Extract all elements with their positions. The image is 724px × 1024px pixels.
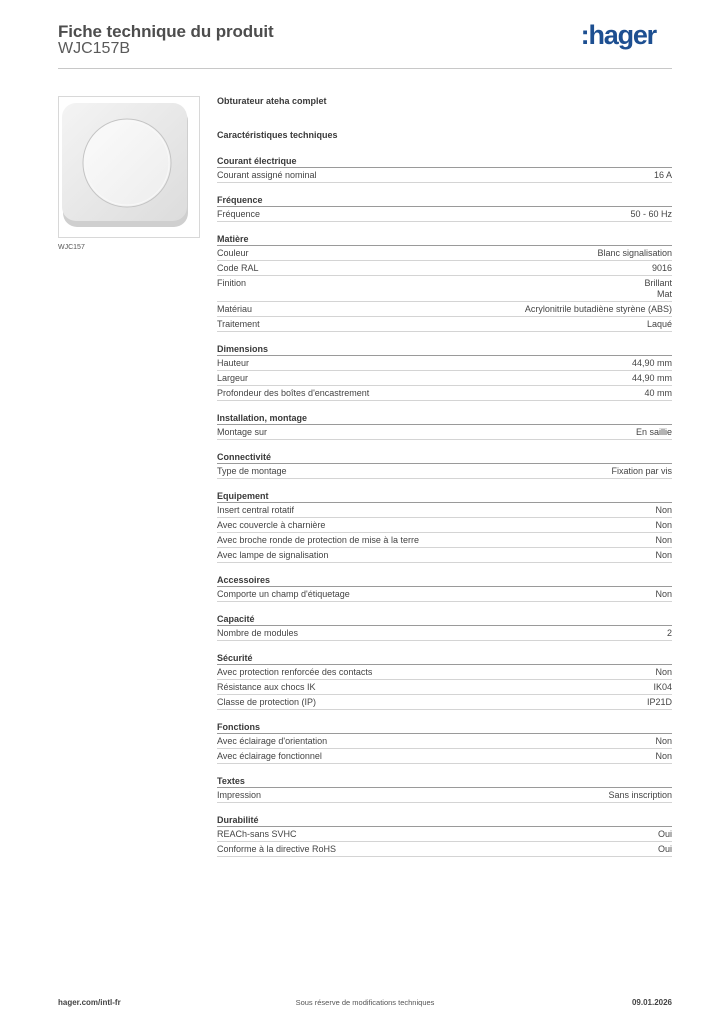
- spec-section: [217, 815, 672, 857]
- hager-logo: [581, 20, 656, 51]
- spec-row: [217, 695, 672, 710]
- spec-row: [217, 276, 672, 302]
- spec-value-line: Non: [655, 589, 672, 599]
- spec-value: [630, 209, 672, 220]
- section-title: Matière: [217, 234, 672, 246]
- spec-value: [654, 170, 672, 181]
- spec-value-line: Acrylonitrile butadiène styrène (ABS): [524, 304, 672, 314]
- spec-value-line: Sans inscription: [608, 790, 672, 800]
- spec-value-line: 2: [666, 628, 672, 638]
- spec-value: [655, 505, 672, 516]
- spec-row: [217, 207, 672, 222]
- section-title: Installation, montage: [217, 413, 672, 425]
- spec-row: [217, 317, 672, 332]
- spec-value-line: Fixation par vis: [611, 466, 672, 476]
- spec-section: [217, 491, 672, 563]
- spec-label: Avec broche ronde de protection de mise à la terre: [217, 535, 419, 545]
- section-title: Fonctions: [217, 722, 672, 734]
- spec-label: Impression: [217, 790, 262, 800]
- spec-label: Couleur: [217, 248, 249, 258]
- spec-value-line: 16 A: [653, 170, 672, 180]
- spec-value: [652, 263, 672, 274]
- spec-row: [217, 168, 672, 183]
- spec-section: [217, 156, 672, 183]
- spec-value: [608, 790, 672, 801]
- spec-value-line: IP21D: [646, 697, 672, 707]
- spec-value-line: Laqué: [646, 319, 672, 329]
- spec-value-line: Non: [655, 751, 672, 761]
- spec-value: [655, 667, 672, 678]
- spec-label: Montage sur: [217, 427, 268, 437]
- spec-value: [647, 697, 672, 708]
- spec-sections: [217, 156, 672, 857]
- spec-label: Conforme à la directive RoHS: [217, 844, 337, 854]
- section-title: Courant électrique: [217, 156, 672, 168]
- spec-row: [217, 518, 672, 533]
- spec-value-line: Oui: [657, 829, 672, 839]
- spec-section: [217, 575, 672, 602]
- product-image: [58, 96, 200, 238]
- spec-value: [658, 844, 672, 855]
- section-title: Capacité: [217, 614, 672, 626]
- spec-section: [217, 653, 672, 710]
- spec-value: [653, 682, 672, 693]
- spec-label: Matériau: [217, 304, 253, 314]
- section-title: Dimensions: [217, 344, 672, 356]
- section-title: Sécurité: [217, 653, 672, 665]
- spec-label: Avec éclairage fonctionnel: [217, 751, 322, 761]
- spec-value-line: Non: [655, 667, 672, 677]
- spec-label: Type de montage: [217, 466, 287, 476]
- spec-value-line: 44,90 mm: [631, 373, 672, 383]
- spec-label: Avec lampe de signalisation: [217, 550, 329, 560]
- spec-value: [655, 751, 672, 762]
- spec-section: [217, 722, 672, 764]
- spec-label: Avec éclairage d'orientation: [217, 736, 328, 746]
- section-title: Accessoires: [217, 575, 672, 587]
- spec-section: [217, 452, 672, 479]
- spec-section: [217, 776, 672, 803]
- section-title: Textes: [217, 776, 672, 788]
- spec-value-line: 9016: [651, 263, 672, 273]
- header-divider: [58, 68, 672, 69]
- spec-value-line: Mat: [656, 289, 672, 299]
- spec-value: [655, 589, 672, 600]
- spec-label: Code RAL: [217, 263, 259, 273]
- spec-row: [217, 386, 672, 401]
- spec-value-line: Oui: [657, 844, 672, 854]
- cover-plate-illustration: [59, 97, 199, 237]
- spec-value-line: Brillant: [644, 278, 672, 288]
- spec-label: Fréquence: [217, 209, 261, 219]
- footer-disclaimer: Sous réserve de modifications techniques: [295, 998, 435, 1007]
- spec-row: [217, 548, 672, 563]
- footer-date: 09.01.2026: [631, 998, 672, 1007]
- spec-row: [217, 734, 672, 749]
- spec-value-line: IK04: [653, 682, 672, 692]
- spec-value-line: 44,90 mm: [631, 358, 672, 368]
- spec-label: Hauteur: [217, 358, 250, 368]
- spec-value-line: 50 - 60 Hz: [630, 209, 672, 219]
- spec-section: [217, 344, 672, 401]
- spec-value: [525, 304, 672, 315]
- spec-row: [217, 425, 672, 440]
- spec-value: [667, 628, 672, 639]
- spec-row: [217, 246, 672, 261]
- spec-row: [217, 371, 672, 386]
- spec-value: [655, 736, 672, 747]
- spec-row: [217, 503, 672, 518]
- spec-label: Résistance aux chocs IK: [217, 682, 316, 692]
- logo-prefix: :: [580, 20, 589, 50]
- spec-section: [217, 195, 672, 222]
- spec-value: [655, 550, 672, 561]
- spec-value-line: Non: [655, 736, 672, 746]
- spec-row: [217, 302, 672, 317]
- spec-section: [217, 413, 672, 440]
- spec-row: [217, 665, 672, 680]
- spec-value: [644, 388, 672, 399]
- spec-value: [655, 535, 672, 546]
- section-title: Fréquence: [217, 195, 672, 207]
- spec-label: Insert central rotatif: [217, 505, 295, 515]
- logo-text: hager: [588, 20, 656, 50]
- spec-row: [217, 788, 672, 803]
- spec-value: [632, 358, 672, 369]
- product-reference: WJC157B: [58, 40, 131, 57]
- technical-characteristics-title: Caractéristiques techniques: [217, 130, 338, 140]
- spec-label: Finition: [217, 278, 247, 288]
- spec-row: [217, 356, 672, 371]
- spec-value: [636, 427, 672, 438]
- spec-row: [217, 749, 672, 764]
- footer-website: hager.com/intl-fr: [58, 998, 121, 1007]
- spec-label: Nombre de modules: [217, 628, 299, 638]
- spec-section: [217, 614, 672, 641]
- spec-label: Courant assigné nominal: [217, 170, 317, 180]
- spec-value: [655, 520, 672, 531]
- spec-label: Classe de protection (IP): [217, 697, 317, 707]
- spec-row: [217, 842, 672, 857]
- spec-row: [217, 261, 672, 276]
- spec-value-line: Non: [655, 550, 672, 560]
- spec-label: Traitement: [217, 319, 260, 329]
- spec-value: [658, 829, 672, 840]
- spec-value-line: Non: [655, 535, 672, 545]
- spec-row: [217, 680, 672, 695]
- product-name: Obturateur ateha complet: [217, 96, 327, 106]
- spec-label: Largeur: [217, 373, 249, 383]
- section-title: Equipement: [217, 491, 672, 503]
- spec-row: [217, 464, 672, 479]
- image-caption: WJC157: [58, 244, 85, 251]
- spec-label: Comporte un champ d'étiquetage: [217, 589, 350, 599]
- document-title: Fiche technique du produit: [58, 22, 274, 41]
- specifications: [217, 96, 672, 857]
- spec-value-line: 40 mm: [644, 388, 672, 398]
- spec-value: [597, 248, 672, 259]
- spec-row: [217, 587, 672, 602]
- section-title: Durabilité: [217, 815, 672, 827]
- spec-row: [217, 533, 672, 548]
- spec-label: Avec protection renforcée des contacts: [217, 667, 373, 677]
- spec-value-line: Non: [655, 520, 672, 530]
- spec-value: [632, 373, 672, 384]
- spec-value-line: Blanc signalisation: [597, 248, 672, 258]
- spec-value-line: En saillie: [635, 427, 672, 437]
- spec-section: [217, 234, 672, 332]
- spec-row: [217, 626, 672, 641]
- spec-label: Profondeur des boîtes d'encastrement: [217, 388, 370, 398]
- spec-value: [644, 278, 672, 300]
- spec-value: [611, 466, 672, 477]
- spec-value-line: Non: [655, 505, 672, 515]
- spec-label: Avec couvercle à charnière: [217, 520, 326, 530]
- spec-value: [647, 319, 672, 330]
- spec-label: REACh-sans SVHC: [217, 829, 297, 839]
- section-title: Connectivité: [217, 452, 672, 464]
- spec-row: [217, 827, 672, 842]
- page-header: [58, 20, 672, 70]
